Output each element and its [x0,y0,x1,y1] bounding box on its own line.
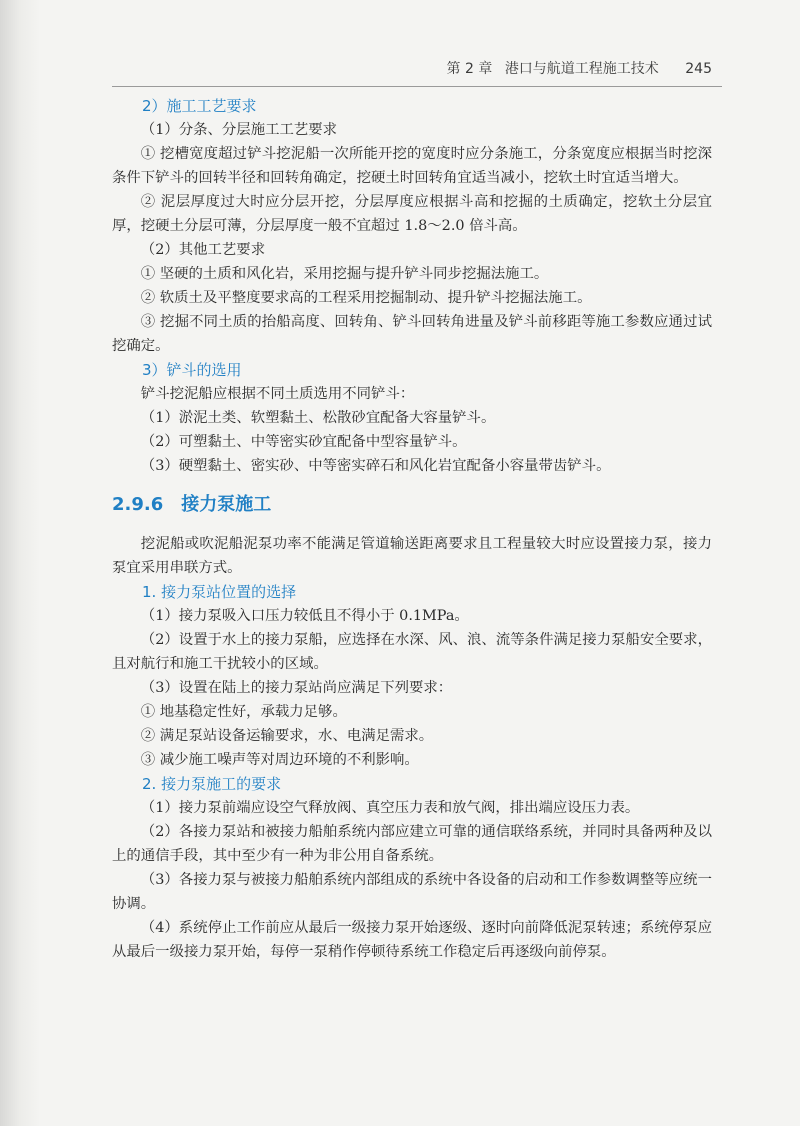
spacer [112,964,712,974]
paragraph: ② 泥层厚度过大时应分层开挖，分层厚度应根据斗高和挖掘的土质确定，挖软土分层宜厚，挖硬土分层可薄，分层厚度一般不宜超过 1.8～2.0 倍斗高。 [112,194,712,234]
subheading-pump-requirements: 2. 接力泵施工的要求 [142,775,282,793]
paragraph: 铲斗挖泥船应根据不同土质选用不同铲斗： [140,386,415,402]
chapter-title: 港口与航道工程施工技术 [504,61,659,77]
paragraph: （1）接力泵前端应设空气释放阀、真空压力表和放气阀，排出端应设压力表。 [140,800,640,816]
paragraph: （4）系统停止工作前应从最后一级接力泵开始逐级、逐时向前降低泥泵转速；系统停泵应从最后一级接力泵开始，每停一泵稍作停顿待系统工作稳定后再逐级向前停泵。 [112,920,712,960]
paragraph: （2）可塑黏土、中等密实砂宜配备中型容量铲斗。 [140,434,467,450]
page-header [0,0,800,88]
paragraph: ① 地基稳定性好，承载力足够。 [140,704,347,720]
paragraph: （3）硬塑黏土、密实砂、中等密实碎石和风化岩宜配备小容量带齿铲斗。 [140,458,611,474]
paragraph: ② 软质土及平整度要求高的工程采用挖掘制动、提升铲斗挖掘法施工。 [140,290,592,306]
book-spine-shadow [0,0,40,1126]
paragraph: （1）分条、分层施工工艺要求 [140,122,338,138]
subheading-process-requirements: 2）施工工艺要求 [142,97,257,115]
section-title: 接力泵施工 [181,494,272,515]
page-body [112,94,712,974]
chapter-label: 第 2 章 [446,61,493,77]
subheading-bucket-selection: 3）铲斗的选用 [142,361,242,379]
paragraph: （2）各接力泵站和被接力船舶系统内部应建立可靠的通信联络系统，并同时具备两种及以上的通信手段，其中至少有一种为非公用自备系统。 [112,824,712,864]
paragraph: 挖泥船或吹泥船泥泵功率不能满足管道输送距离要求且工程量较大时应设置接力泵，接力泵宜采用串联方式。 [112,536,712,576]
paragraph: （1）接力泵吸入口压力较低且不得小于 0.1MPa。 [140,608,469,624]
paragraph: （2）其他工艺要求 [140,242,266,258]
running-head [447,58,712,78]
paragraph: ① 坚硬的土质和风化岩，采用挖掘与提升铲斗同步挖掘法施工。 [140,266,549,282]
paragraph: ③ 挖掘不同土质的抬船高度、回转角、铲斗回转角进量及铲斗前移距等施工参数应通过试挖确定。 [112,314,712,354]
paragraph: （3）设置在陆上的接力泵站尚应满足下列要求： [140,680,453,696]
paragraph: ③ 减少施工噪声等对周边环境的不利影响。 [140,752,419,768]
paragraph: ② 满足泵站设备运输要求，水、电满足需求。 [140,728,434,744]
page-number: 245 [685,61,712,77]
subheading-station-location: 1. 接力泵站位置的选择 [142,583,297,601]
paragraph: （2）设置于水上的接力泵船，应选择在水深、风、浪、流等条件满足接力泵船安全要求，且对航行和施工干扰较小的区域。 [112,632,712,672]
header-rule [112,86,722,87]
section-heading [112,490,712,520]
paragraph: （3）各接力泵与被接力船舶系统内部组成的系统中各设备的启动和工作参数调整等应统一协调。 [112,872,712,912]
paragraph: ① 挖槽宽度超过铲斗挖泥船一次所能开挖的宽度时应分条施工，分条宽度应根据当时挖深条件下铲斗的回转半径和回转角确定，挖硬土时回转角宜适当减小，挖软土时宜适当增大。 [112,146,712,186]
section-number: 2.9.6 [112,494,164,515]
paragraph: （1）淤泥土类、软塑黏土、松散砂宜配备大容量铲斗。 [140,410,496,426]
